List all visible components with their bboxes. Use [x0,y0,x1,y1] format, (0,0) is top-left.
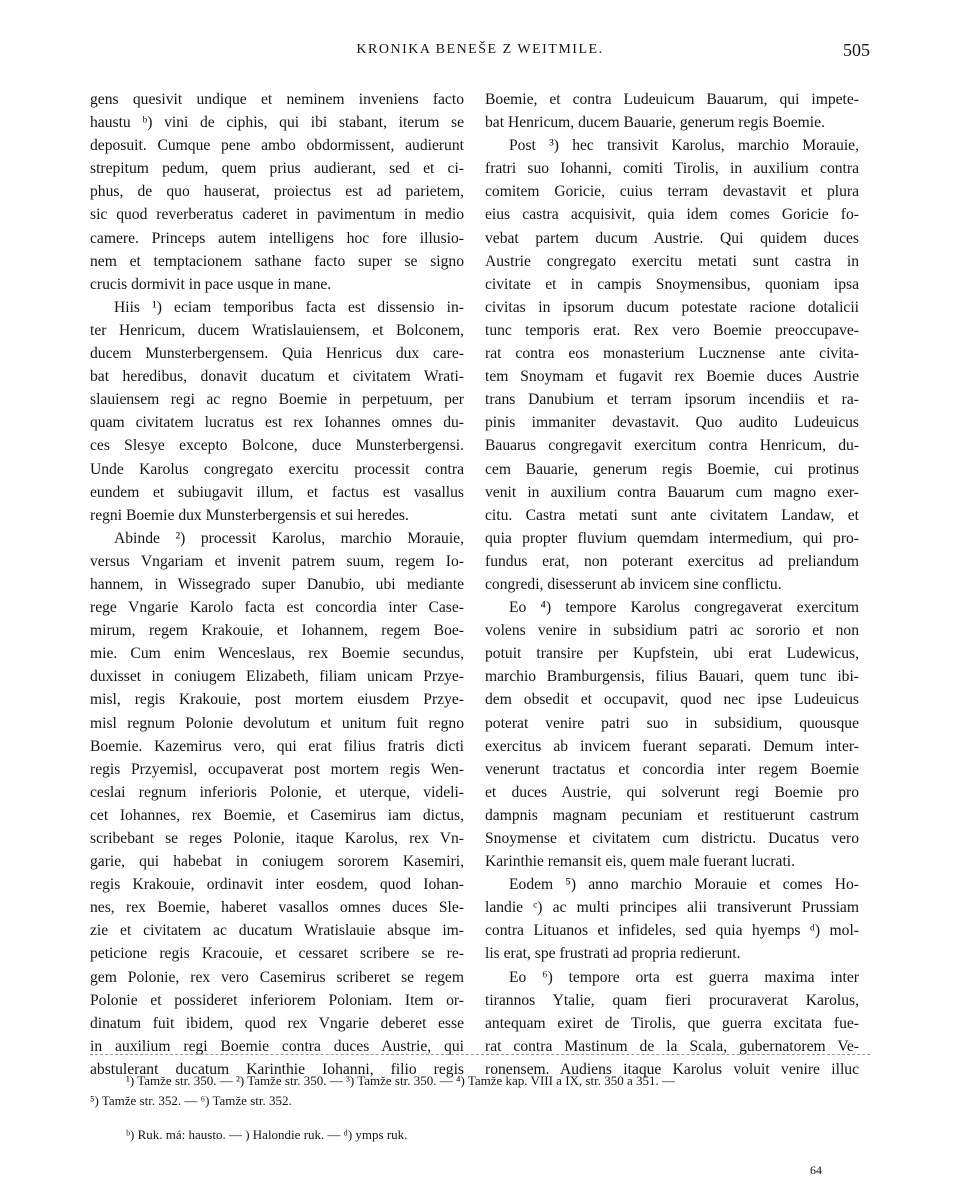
text-line: Eodem ⁵) anno marchio Morauie et comes Ho- [509,876,859,894]
text-line: zie et civitatem ac ducatum Wratislauie absque im- [90,922,464,940]
text-line: volens venire in subsidium patri ac sororio et non [485,622,859,640]
text-line: haustu ᵇ) vini de ciphis, qui ibi stabant, iterum se [90,114,464,132]
footnote-divider [90,1054,870,1055]
text-line: ceslai regnum inferioris Polonie, et uterque, videli- [90,783,464,801]
text-line: rat contra Mastinum de la Scala, gubernatorem Ve- [485,1037,859,1055]
text-line: nem et temptacionem sathane facto super se signo [90,252,464,270]
text-line: tem Snoymam et fugavit rex Boemie duces Austrie [485,368,859,386]
text-line: eius castra acquisivit, quia idem comes Goricie fo- [485,206,859,224]
text-line: gem Polonie, rex vero Casemirus scriberet se regem [90,968,464,986]
text-line: tirannos Ytalie, quam fieri procuraverat Karolus, [485,991,859,1009]
text-line: potuit transire per Kupfstein, ubi erat Ludewicus, [485,645,859,663]
text-line: exercitus ab invicem fuerant separati. Demum inter- [485,737,859,755]
text-line: Post ³) hec transivit Karolus, marchio Morauie, [509,137,859,155]
text-line: lis erat, spe frustrati ad propria redierunt. [485,945,741,963]
text-line: Karinthie remansit eis, quem male fuerant lucrati. [485,853,796,871]
text-line: regis Przyemisl, occupaverat post mortem regis Wen- [90,760,464,778]
footnote-line: ⁵) Tamže str. 352. — ⁶) Tamže str. 352. [90,1093,292,1108]
text-line: venerunt tractatus et concordia inter regem Boemie [485,760,859,778]
text-line: garie, qui habebat in coniugem sororem Kasemiri, [90,853,464,871]
text-line: congredi, disesserunt ab invicem sine conflictu. [485,575,782,593]
text-line: comitem Goricie, cuius terram devastavit et plura [485,183,859,201]
text-line: pinis immaniter devastavit. Quo audito Ludeuicus [485,414,859,432]
text-line: ducem Munsterbergensem. Quia Henricus dux care- [90,345,464,363]
text-line: rege Vngarie Karolo facta est concordia inter Case- [90,599,464,617]
text-line: Eo ⁶) tempore orta est guerra maxima inter [509,968,859,986]
text-line: regis Krakouie, ordinavit inter eosdem, quod Iohan- [90,876,464,894]
text-line: trans Danubium et terram ipsorum incendiis et ra- [485,391,859,409]
text-line: sic quod reverberatus caderet in pavimentum in medio [90,206,464,224]
text-line: slauiensem regi ac regno Boemie in perpetuum, per [90,391,464,409]
left-text-column [90,88,464,1081]
text-line: gens quesivit undique et neminem inveniens facto [90,91,464,108]
text-line: Snoymense et civitatem cum districtu. Ducatus vero [485,830,859,847]
page-number: 505 [843,40,870,60]
text-line: Boemie, et contra Ludeuicum Bauarum, qui impete- [485,91,859,108]
text-line: nes, rex Boemie, haberet vasallos omnes duces Sle- [90,899,464,917]
text-line: landie ᶜ) ac multi principes alii transiverunt Prussiam [485,899,859,917]
text-line: Unde Karolus congregato exercitu processit contra [90,460,464,478]
text-line: quam civitatem lucratus est rex Iohannes omnes du- [90,414,464,432]
text-line: Eo ⁴) tempore Karolus congregaverat exercitum [509,599,859,617]
text-line: crucis dormivit in pace usque in mane. [90,275,332,293]
text-line: Polonie et possideret inferiorem Poloniam. Item or- [90,991,464,1009]
text-line: dinatum fuit ibidem, quod rex Vngarie deberet esse [90,1014,464,1032]
text-line: eundem et subiugavit illum, et factus est vasallus [90,483,464,501]
text-line: rat contra eos monasterium Lucznense ante civita- [485,345,859,363]
text-line: misl, regis Krakouie, post mortem eiusdem Przye- [90,691,464,709]
text-line: marchio Bramburgensis, filius Bauari, quem tunc ibi- [485,668,859,686]
text-line: poterat venire patri suo in subsidium, quousque [485,714,859,732]
text-line: bat heredibus, donavit ducatum et civitatem Wrati- [90,368,464,386]
text-line: Boemie. Kazemirus vero, qui erat filius fratris dicti [90,737,464,755]
printer-signature-mark: 64 [810,1163,822,1177]
text-line: ter Henricum, ducem Wratislauiensem, et Bolconem, [90,321,464,339]
text-line: et duces Austrie, qui solverunt regi Boemie pro [485,783,859,801]
text-line: mie. Cum enim Wenceslaus, rex Boemie secundus, [90,645,464,663]
text-line: misl regnum Polonie devolutum et unitum fuit regno [90,714,464,732]
text-line: quia propter fluvium quemdam intermedium, qui pro- [485,529,859,547]
text-line: venit in auxilium contra Bauarum cum magno exer- [485,483,859,501]
text-line: Hiis ¹) eciam temporibus facta est dissensio in- [114,298,464,316]
text-line: Abinde ²) processit Karolus, marchio Morauie, [114,529,464,547]
text-line: fratri suo Iohanni, comiti Tirolis, in auxilium contra [485,160,859,178]
running-title: KRONIKA BENEŠE Z WEITMILE. [356,42,604,57]
text-line: ronensem. Audiens itaque Karolus voluit venire illuc [485,1060,859,1078]
text-line: phus, de quo hauserat, proiectus est ad parietem, [90,183,464,201]
text-line: civitate et in campis Snoymensibus, quoniam ipsa [485,275,859,293]
text-line: camere. Princeps autem intelligens hoc fore illusio- [90,229,464,247]
text-line: contra Lituanos et infideles, sed quia hyemps ᵈ) mol- [485,922,859,940]
text-line: strepitum pedum, quem prius audierant, sed et ci- [90,160,464,178]
text-line: mirum, regem Krakouie, et Iohannem, regem Boe- [90,622,464,640]
text-line: fundus erat, non poterant exercitus ad preliandum [485,552,859,570]
text-line: scribebant se reges Polonie, itaque Karolus, rex Vn- [90,830,464,847]
text-line: versus Vngariam et invenit patrem suum, regem Io- [90,552,464,570]
text-line: dampnis magnam pecuniam et restituerunt castrum [485,806,859,824]
text-line: abstulerant ducatum Karinthie Iohanni, filio regis [90,1060,464,1078]
text-line: bat Henricum, ducem Bauarie, generum regis Boemie. [485,114,825,132]
right-text-column [485,88,859,1081]
text-line: duxisset in coniugem Elizabeth, filiam unicam Przye- [90,668,464,686]
text-line: in auxilium regi Boemie contra duces Austrie, qui [90,1037,464,1055]
page-header [90,42,870,62]
source-footnotes [90,1071,870,1111]
text-line: deposuit. Cumque pene ambo obdormissent, audierunt [90,137,464,155]
footnote-line: ¹) Tamže str. 350. — ²) Tamže str. 350. — ³) Tamže str. 350. — ⁴) Tamže kap. VIII a IX, str. 350 a 351. — [126,1073,675,1088]
text-line: vebat partem ducum Austrie. Qui quidem duces [485,229,859,247]
text-line: civitas in ipsorum ducum potestate racione dotalicii [485,298,859,316]
text-line: dem obsedit et occupavit, quod nec ipse Ludeuicus [485,691,859,709]
apparatus-footnotes [90,1125,870,1145]
footnote-line: ᵇ) Ruk. má: hausto. — ) Halondie ruk. — ᵈ) ymps ruk. [126,1127,408,1142]
text-line: antequam exiret de Tirolis, que guerra excitata fue- [485,1014,859,1032]
text-line: Bauarus congregavit exercitum contra Henricum, du- [485,437,859,455]
text-line: citu. Castra metati sunt ante civitatem Landaw, et [485,506,859,524]
text-line: regni Boemie dux Munsterbergensis et sui heredes. [90,506,409,524]
text-line: cem Bauarie, generum regis Boemie, cui protinus [485,460,859,478]
text-line: hannem, in Wissegrado super Danubio, ubi mediante [90,575,464,593]
text-line: ces Slesye excepto Bolcone, duce Munsterbergensi. [90,437,464,455]
text-line: tunc temporis erat. Rex vero Boemie preoccupave- [485,321,859,339]
text-line: peticione regis Kracouie, et cessaret scribere se re- [90,945,464,963]
text-line: Austrie congregato exercitu metati sunt castra in [485,252,859,270]
text-line: cet Iohannes, rex Boemie, et Casemirus iam dictus, [90,806,464,824]
